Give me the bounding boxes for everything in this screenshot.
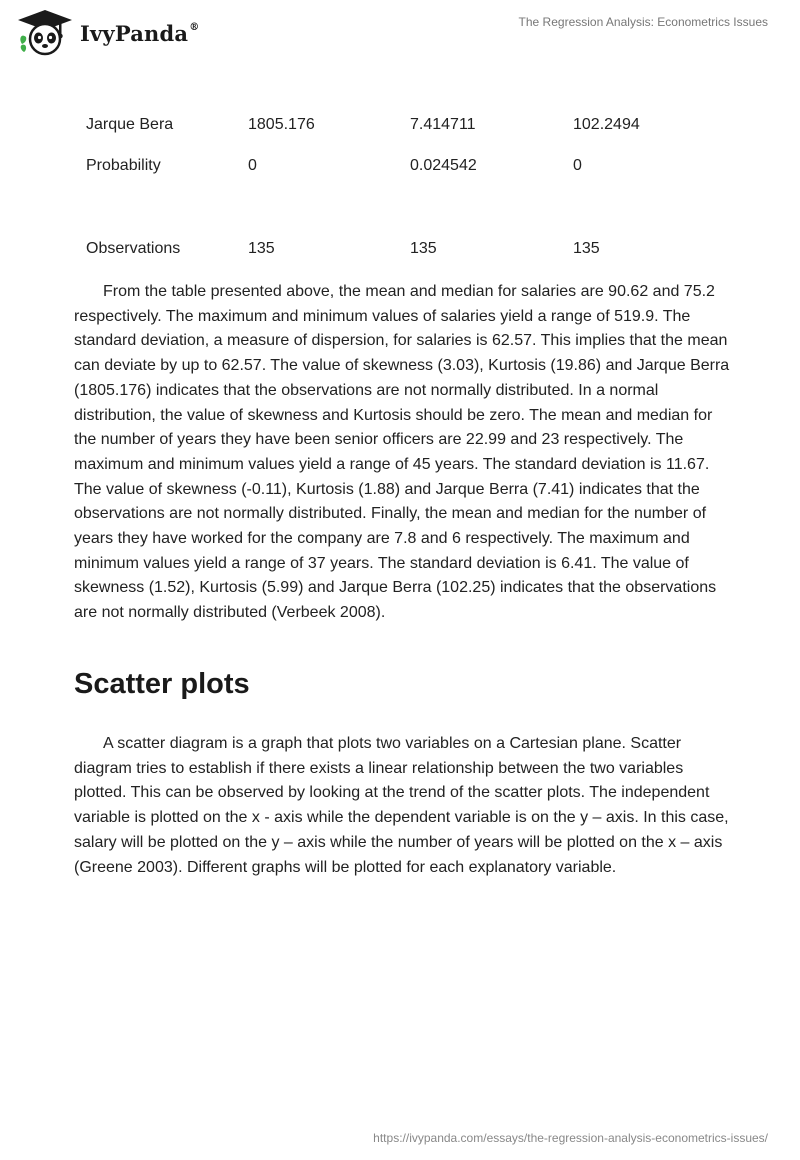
table-cell [236,186,398,228]
table-cell: Jarque Bera [86,115,174,133]
table-cell: 0 [248,156,257,174]
table-cell: 0.024542 [410,156,477,174]
table-cell: Observations [86,239,181,257]
table-cell: 102.2494 [573,115,640,133]
brand-name: IvyPanda® [80,20,200,46]
section-heading-scatter-plots: Scatter plots [74,668,250,700]
table-cell: 7.414711 [410,115,476,133]
table-cell [74,186,236,228]
table-row [74,104,734,145]
table-cell: 0 [573,156,582,174]
paragraph-scatter-diagram: A scatter diagram is a graph that plots two variables on a Cartesian plane. Scatter diagram tries to establish if there exists a linear relationship between the two variables plotted. This can be observed by looking at the trend of the scatter plots. The independent variable is plotted on the x - axis while the dependent variable is on the y – axis. In this case, salary will be plotted on the y – axis while the number of years will be plotted on the x – axis (Greene 2003). Different graphs will be plotted for each explanatory variable. [74,735,729,876]
descriptive-stats-table [74,104,734,269]
table-cell: 135 [248,239,275,257]
table-cell: 135 [410,239,437,257]
table-row [74,145,734,186]
source-url[interactable]: https://ivypanda.com/essays/the-regression-analysis-econometrics-issues/ [373,1131,768,1145]
table-cell: 1805.176 [248,115,315,133]
panda-graduation-cap-icon [14,8,76,58]
table-row [74,228,734,269]
ivypanda-logo[interactable] [14,8,199,58]
table-row-empty [74,186,734,228]
table-cell [398,186,561,228]
table-cell [561,186,734,228]
paragraph-statistics-discussion: From the table presented above, the mean and median for salaries are 90.62 and 75.2 respectively. The maximum and minimum values of salaries yield a range of 519.9. The standard deviation, a measure of dispersion, for salaries is 62.57. This implies that the mean can deviate by up to 62.57. The value of skewness (3.03), Kurtosis (19.86) and Jarque Berra (1805.176) indicates that the observations are not normally distributed. In a normal distribution, the value of skewness and Kurtosis should be zero. The mean and median for the number of years they have been senior officers are 22.99 and 23 respectively. The maximum and minimum values yield a range of 45 years. The standard deviation is 11.67. The value of skewness (-0.11), Kurtosis (1.88) and Jarque Berra (7.41) indicates that the observations are not normally distributed. Finally, the mean and median for the number of years they have worked for the company are 7.8 and 6 respectively. The maximum and minimum values yield a range of 37 years. The standard deviation is 6.41. The value of skewness (1.52), Kurtosis (5.99) and Jarque Berra (102.25) indicates that the observations are not normally distributed (Verbeek 2008). [74,283,730,622]
table-cell: 135 [573,239,600,257]
table-cell: Probability [86,156,161,174]
essay-title: The Regression Analysis: Econometrics Issues [518,15,768,29]
